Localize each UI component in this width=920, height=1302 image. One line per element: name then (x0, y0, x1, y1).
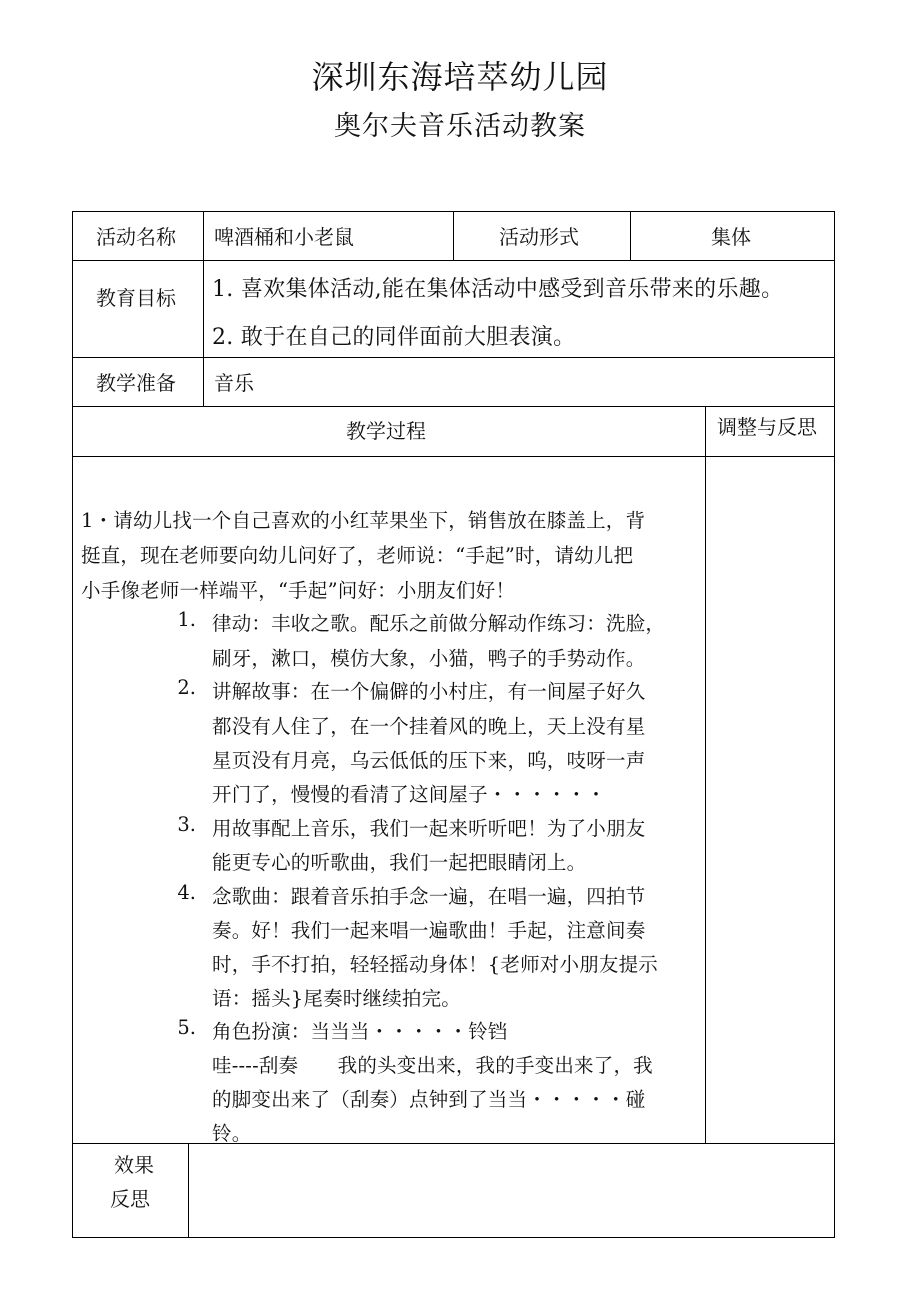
school-name: 深圳东海培萃幼儿园 (311, 58, 609, 96)
step-line: 刷牙，漱口，模仿大象，小猫，鸭子的手势动作。 (212, 647, 646, 670)
step-line: 时，手不打拍，轻轻摇动身体！{老师对小朋友提示 (212, 953, 659, 976)
step-line: 律动：丰收之歌。配乐之前做分解动作练习：洗脸， (212, 612, 666, 635)
prep-value: 音乐 (214, 371, 254, 395)
reflection-header: 调整与反思 (717, 415, 817, 439)
activity-form-label: 活动形式 (499, 225, 579, 249)
activity-name-value: 啤酒桶和小老鼠 (214, 225, 354, 249)
activity-form-value: 集体 (711, 225, 751, 249)
step-number: 2. (177, 676, 196, 699)
step-line: 星页没有月亮，乌云低低的压下来，呜，吱呀一声 (212, 749, 646, 772)
step-line: 的脚变出来了（刮奏）点钟到了当当・・・・・碰 (212, 1088, 646, 1111)
col-divider (705, 406, 706, 1143)
reflection-label: 反思 (110, 1187, 150, 1211)
step-line: 都没有人住了，在一个挂着风的晚上，天上没有星 (212, 715, 646, 738)
step-line: 角色扮演：当当当・・・・・铃铛 (212, 1020, 508, 1043)
goal-item: 2. 敢于在自己的同伴面前大胆表演。 (212, 325, 576, 350)
plan-title: 奥尔夫音乐活动教案 (334, 111, 586, 142)
intro-line: 小手像老师一样端平，“手起”问好：小朋友们好！ (81, 579, 516, 602)
row-divider (72, 406, 835, 407)
row-divider (72, 357, 835, 358)
effect-label: 效果 (114, 1153, 154, 1177)
step-line: 念歌曲：跟着音乐拍手念一遍，在唱一遍，四拍节 (212, 885, 646, 908)
process-header: 教学过程 (346, 419, 426, 443)
step-number: 3. (177, 813, 196, 836)
step-line: 开门了，慢慢的看清了这间屋子・・・・・・ (212, 783, 607, 806)
row-divider (72, 260, 835, 261)
step-line: 铃。 (212, 1122, 252, 1145)
activity-name-label: 活动名称 (96, 225, 176, 249)
prep-label: 教学准备 (96, 371, 176, 395)
step-line: 讲解故事：在一个偏僻的小村庄，有一间屋子好久 (212, 680, 646, 703)
step-number: 5. (177, 1016, 196, 1039)
row-divider (72, 456, 835, 457)
col-divider (188, 1143, 189, 1238)
goals-label: 教育目标 (96, 286, 176, 310)
col-divider (453, 211, 454, 260)
row-divider (72, 1143, 835, 1144)
col-divider (203, 211, 204, 406)
step-line: 语：摇头}尾奏时继续拍完。 (212, 987, 462, 1010)
step-number: 4. (177, 881, 196, 904)
intro-line: 挺直，现在老师要向幼儿问好了，老师说：“手起”时，请幼儿把 (81, 544, 634, 567)
step-line: 哇----刮奏 我的头变出来，我的手变出来了，我 (212, 1054, 653, 1077)
intro-line: 1・请幼儿找一个自己喜欢的小红苹果坐下，销售放在膝盖上，背 (81, 509, 646, 532)
step-line: 能更专心的听歌曲，我们一起把眼睛闭上。 (212, 851, 587, 874)
step-line: 奏。好！我们一起来唱一遍歌曲！手起，注意间奏 (212, 919, 646, 942)
step-line: 用故事配上音乐，我们一起来听听吧！为了小朋友 (212, 817, 646, 840)
goal-item: 1. 喜欢集体活动,能在集体活动中感受到音乐带来的乐趣。 (212, 277, 784, 302)
step-number: 1. (177, 608, 196, 631)
col-divider (630, 211, 631, 260)
